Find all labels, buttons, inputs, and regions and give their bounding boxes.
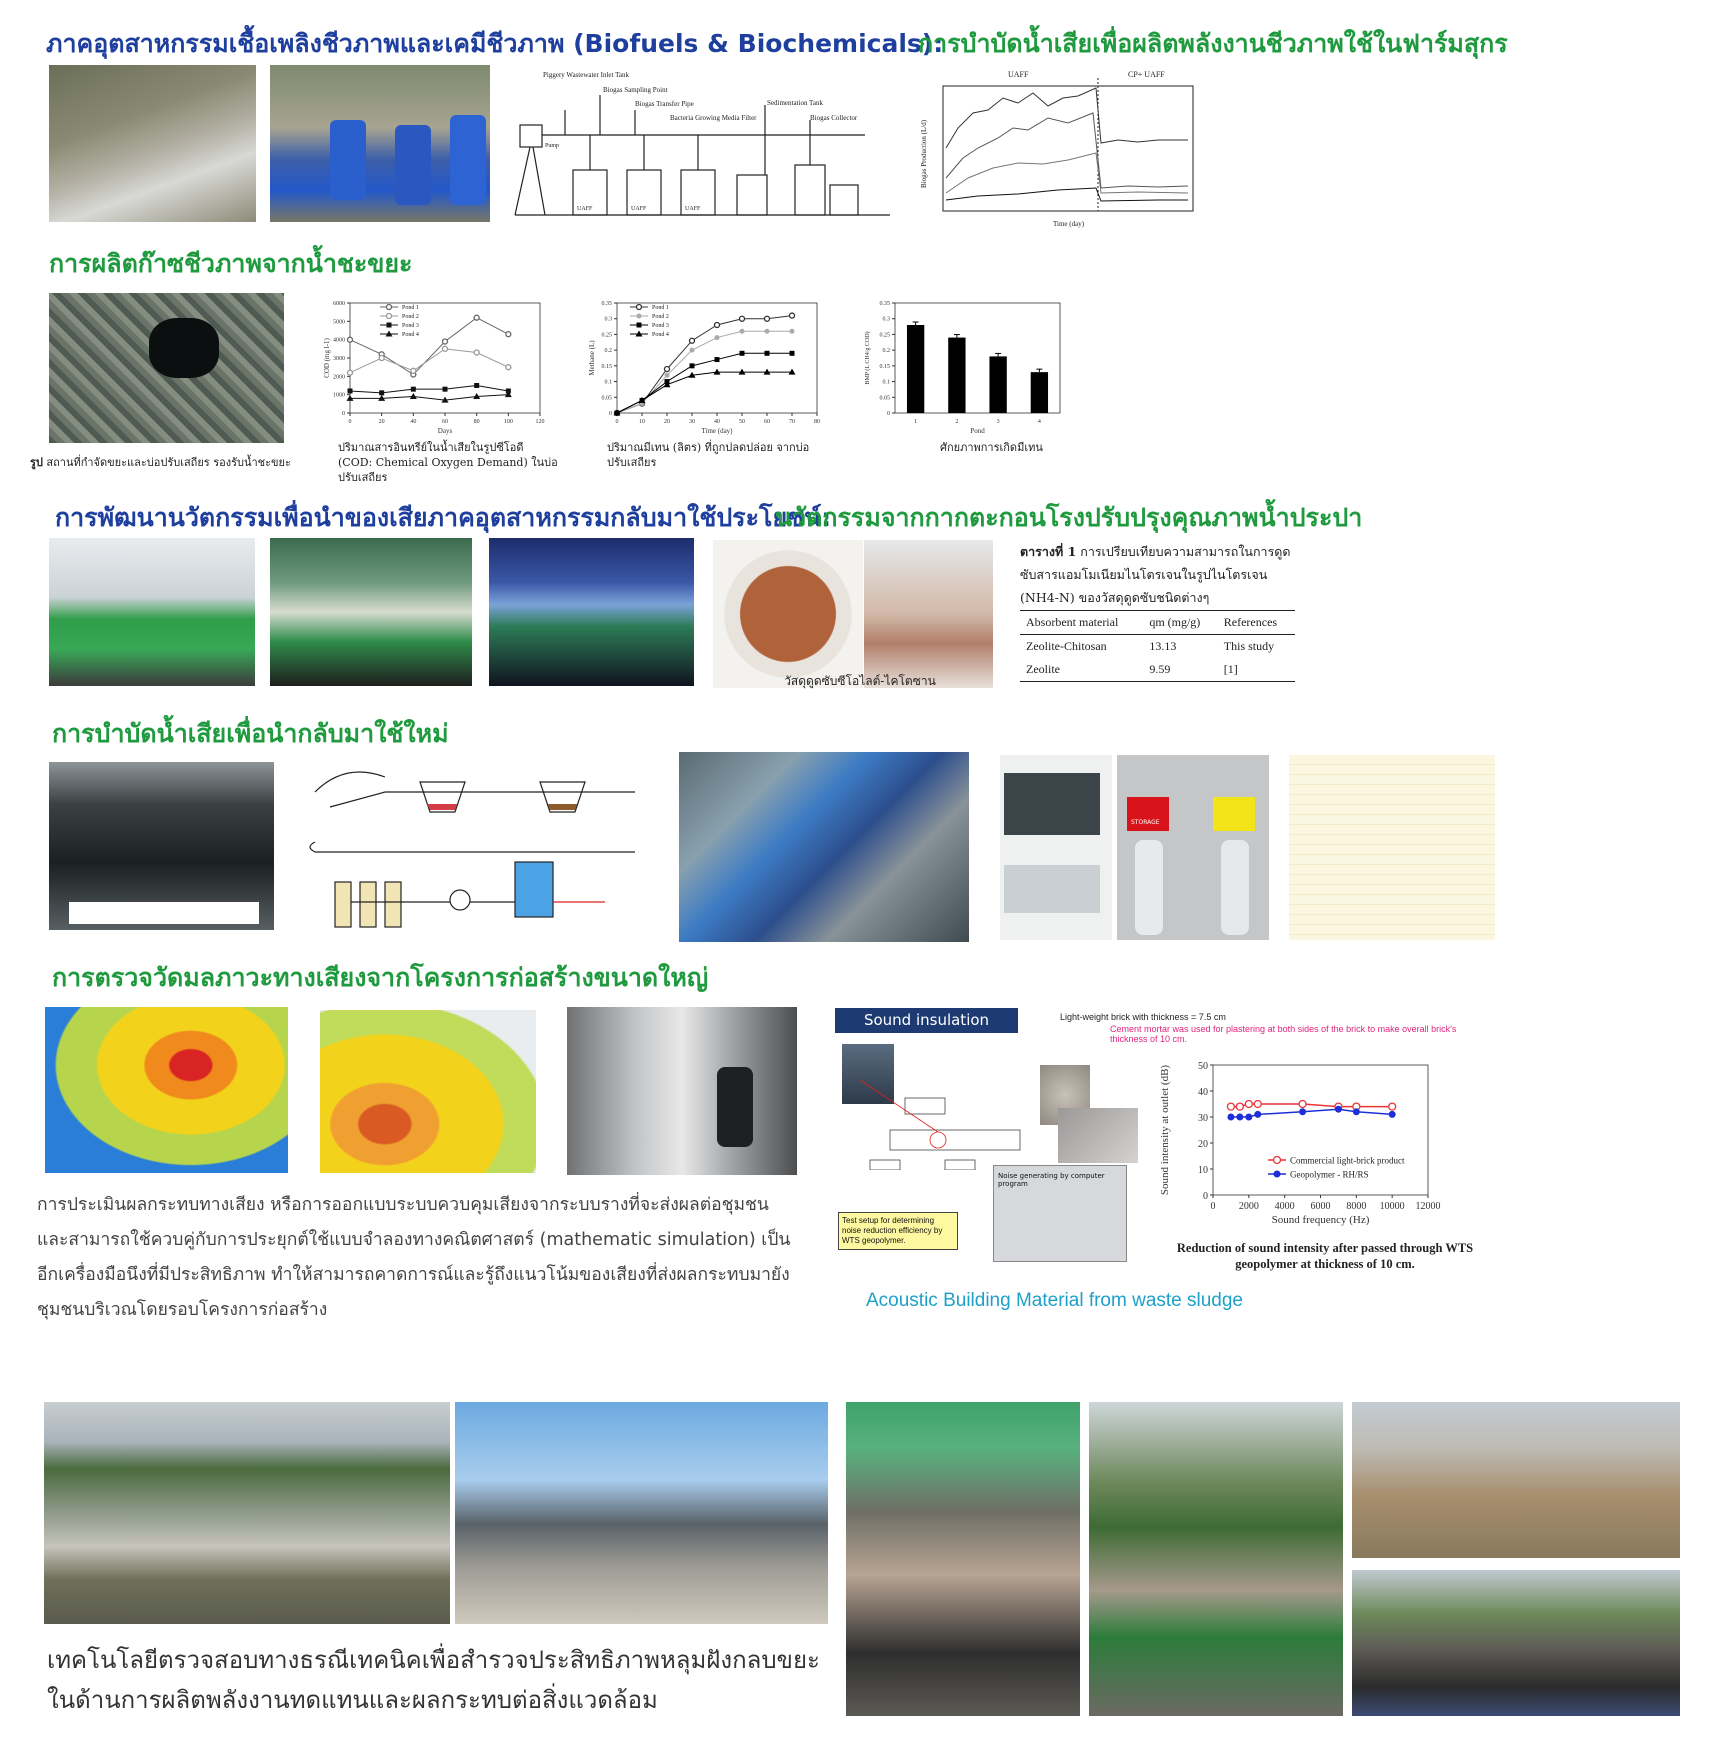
zeolite-caption: วัสดุดูดซับซีโอไลต์-ไคโตซาน (784, 674, 936, 688)
x-axis-label: Time (day) (701, 427, 733, 435)
data-point (1254, 1101, 1261, 1108)
biogas-production-chart (918, 68, 1218, 238)
field-workers-photo (1089, 1402, 1343, 1716)
y-tick-label: 3000 (333, 356, 345, 362)
storage-label: STORAGE (1131, 819, 1160, 826)
section3-subtitle: นวัตกรรมจากกากตะกอนโรงปรับปรุงคุณภาพน้ำประปา (775, 503, 1363, 532)
legend-label: Pond 3 (652, 323, 669, 329)
process-photos-panel (1000, 755, 1112, 940)
data-point (387, 314, 392, 319)
blue-barrel (450, 115, 486, 205)
plot-area (350, 303, 540, 413)
x-axis-label: Days (437, 427, 453, 435)
x-axis-label: Pond (970, 427, 985, 435)
series-line (350, 349, 508, 373)
data-point (1299, 1108, 1306, 1115)
data-point (348, 370, 353, 375)
data-point (665, 367, 670, 372)
data-point (443, 387, 448, 392)
exhibition-photo (270, 538, 472, 686)
mortar-note: Cement mortar was used for plastering at both sides of the brick to make overall brick's thickness of 10 cm. (1110, 1024, 1457, 1044)
x-tick-label: 3 (996, 419, 1000, 425)
yellow-sign (1213, 797, 1255, 831)
y-tick-label: 0.2 (604, 348, 612, 355)
x-tick-label: 10000 (1379, 1201, 1405, 1212)
data-point (1274, 1157, 1281, 1164)
x-tick-label: 4000 (1274, 1201, 1295, 1212)
sound-chart-caption: Reduction of sound intensity after passed through WTS geopolymer at thickness of 10 cm. (1176, 1241, 1474, 1271)
x-tick-label: 6000 (1310, 1201, 1331, 1212)
data-point (506, 332, 511, 337)
zeolite-dish-photo (713, 540, 863, 688)
data-point (714, 369, 721, 375)
chart-header: UAFF (1008, 70, 1029, 79)
zeolite-glass-photo (864, 540, 993, 688)
tank-photo (1004, 773, 1100, 835)
diagram-label: UAFF (631, 206, 647, 212)
legend-label: Pond 4 (402, 332, 419, 338)
data-point (765, 351, 770, 356)
leachate-pond (149, 318, 219, 378)
y-tick-label: 0 (1203, 1191, 1208, 1202)
noise-map-3d (320, 1010, 536, 1173)
series-line (617, 372, 792, 413)
bottle (1135, 840, 1163, 935)
x-tick-label: 70 (789, 419, 795, 425)
data-point (637, 314, 642, 319)
photo-label-box (69, 902, 259, 924)
data-point (348, 337, 353, 342)
blue-barrel (330, 120, 366, 200)
x-tick-label: 60 (442, 419, 448, 425)
water-reuse-flow-diagram (305, 752, 650, 937)
section1-title: ภาคอุตสาหกรรมเชื้อเพลิงชีวภาพและเคมีชีวภาพ (Biofuels & Biochemicals): (46, 29, 944, 58)
diagram-label: UAFF (685, 206, 701, 212)
y-tick-label: 0.15 (601, 363, 612, 370)
diagram-label: Piggery Wastewater Inlet Tank (543, 71, 629, 79)
water-bottles-photo (1117, 755, 1269, 940)
train-interior-photo (567, 1007, 797, 1175)
caption-prefix: รูป (30, 456, 43, 469)
legend-label: Geopolymer - RH/RS (1290, 1169, 1369, 1180)
data-point (1335, 1106, 1342, 1113)
y-tick-label: 0 (609, 411, 612, 417)
data-point (1299, 1101, 1306, 1108)
brick-note: Light-weight brick with thickness = 7.5 cm (1060, 1012, 1226, 1022)
y-tick-label: 0.35 (879, 301, 890, 307)
bar (1031, 372, 1048, 413)
x-tick-label: 1 (914, 419, 918, 425)
bottles-photo (1004, 865, 1100, 913)
data-point (740, 316, 745, 321)
legend-label: Pond 3 (402, 323, 419, 329)
blue-barrel (395, 125, 431, 205)
y-axis-label: Methane (L) (588, 340, 596, 376)
farm-tanks-photo (270, 65, 490, 222)
caption-text: สถานที่กำจัดขยะและบ่อปรับเสถียร รองรับน้ำชะขยะ (46, 456, 291, 469)
y-tick-label: 0.1 (604, 379, 612, 386)
y-tick-label: 4000 (333, 337, 345, 344)
data-point (715, 335, 720, 340)
methane-chart (585, 295, 825, 435)
bar (948, 338, 965, 413)
section5-title: การตรวจวัดมลภาวะทางเสียงจากโครงการก่อสร้างขนาดใหญ่ (52, 963, 709, 992)
sound-intensity-chart (1148, 1040, 1448, 1240)
diagram-label: Biogas Collector (810, 114, 858, 122)
data-point (1227, 1114, 1234, 1121)
cod-chart-caption: ปริมาณสารอินทรีย์ในน้ำเสียในรูปซีโอดี (COD: Chemical Oxygen Demand) ในบ่อปรับเสถียร (338, 441, 558, 484)
bar (907, 325, 924, 413)
legend-label: Commercial light-brick product (1290, 1155, 1405, 1166)
y-tick-label: 0.3 (882, 316, 890, 323)
y-axis-label: COD (mg l-1) (323, 338, 331, 378)
data-point (474, 383, 479, 388)
data-point (506, 365, 511, 370)
farm-canal-photo (49, 65, 256, 222)
diagram-label: Bacteria Growing Media Filter (670, 114, 757, 122)
data-point (443, 346, 448, 351)
data-point (1274, 1171, 1281, 1178)
table-cell: This study (1223, 639, 1275, 653)
data-point (790, 313, 795, 318)
series-line (350, 318, 508, 375)
data-point (1254, 1111, 1261, 1118)
table-header: qm (mg/g) (1143, 611, 1217, 635)
table-cell: Zeolite-Chitosan (1026, 639, 1107, 653)
x-tick-label: 0 (615, 419, 619, 425)
noise-gen-label: Noise generating by computer program (998, 1172, 1105, 1188)
water-quality-table-image (1289, 755, 1495, 940)
x-tick-label: 4 (1037, 419, 1041, 425)
data-point (474, 350, 479, 355)
data-point (1245, 1101, 1252, 1108)
series-line (350, 386, 508, 393)
data-point (790, 329, 795, 334)
x-tick-label: 0 (1210, 1201, 1216, 1212)
table-caption-label: ตารางที่ 1 (1020, 544, 1077, 559)
data-point (789, 369, 796, 375)
methane-chart-caption: ปริมาณมีเทน (ลิตร) ที่ถูกปลดปล่อย จากบ่อปรับเสถียร (607, 441, 810, 469)
software-screenshot (993, 1165, 1127, 1262)
landfill-photo-caption (30, 455, 300, 470)
diagram-label: Pump (545, 143, 560, 149)
y-axis-label: BMP (L CH4/g COD) (865, 331, 871, 385)
data-point (765, 329, 770, 334)
data-point (1227, 1103, 1234, 1110)
sample-closeup-photo (1058, 1108, 1138, 1163)
table-cell: 9.59 (1143, 658, 1217, 682)
test-setup-diagram (860, 1060, 1040, 1170)
data-point (740, 351, 745, 356)
x-tick-label: 8000 (1346, 1201, 1367, 1212)
data-point (764, 369, 771, 375)
data-point (411, 368, 416, 373)
bar (989, 356, 1006, 413)
data-point (765, 316, 770, 321)
section2-title: การผลิตก๊าซชีวภาพจากน้ำชะขยะ (49, 249, 413, 278)
y-tick-label: 0.2 (882, 348, 890, 355)
chart-header: CP+ UAFF (1128, 70, 1165, 79)
y-tick-label: 10 (1198, 1165, 1208, 1176)
x-tick-label: 40 (410, 419, 417, 425)
noise-paragraph: การประเมินผลกระทบทางเสียง หรือการออกแบบระบบควบคุมเสียงจากระบบรางที่จะส่งผลต่อชุมชน และสามารถใช้ควบคู่กับการประยุกต์ใช้แบบจำลองทางคณิตศาสตร์ (mathematic simulation) เป็นอีกเครื่องมือนึงที่มีประสิทธิภาพ ทำให้สามารถคาดการณ์และรู้ถึงแนวโน้มของเสียงที่ส่งผลกระทบมายังชุมชนบริเวณโดยรอบโครงการก่อสร้าง (37, 1195, 791, 1320)
data-point (637, 305, 642, 310)
data-point (379, 356, 384, 361)
y-tick-label: 40 (1198, 1087, 1208, 1098)
x-tick-label: 0 (348, 419, 352, 425)
data-point (1245, 1114, 1252, 1121)
y-tick-label: 50 (1198, 1061, 1208, 1072)
y-tick-label: 0.05 (879, 395, 890, 402)
landfill-slope-photo (1352, 1402, 1680, 1558)
section1-subtitle: การบำบัดน้ำเสียเพื่อผลิตพลังงานชีวภาพใช้ในฟาร์มสุกร (918, 29, 1508, 58)
x-tick-label: 50 (739, 419, 745, 425)
test-setup-label: Test setup for determining noise reduction efficiency by WTS geopolymer. (838, 1212, 958, 1250)
data-point (690, 348, 695, 353)
data-point (715, 323, 720, 328)
sorting-machine-photo (455, 1402, 828, 1624)
legend-label: Pond 1 (652, 305, 669, 311)
series-line (350, 395, 508, 401)
data-point (411, 387, 416, 392)
data-point (790, 351, 795, 356)
x-tick-label: 10 (639, 419, 645, 425)
bmp-chart (860, 295, 1075, 435)
cod-chart (320, 295, 550, 435)
y-tick-label: 0.25 (879, 332, 890, 339)
y-tick-label: 0.3 (604, 316, 612, 323)
section3-title: การพัฒนานวัตกรรมเพื่อนำของเสียภาคอุตสาหกรรมกลับมาใช้ประโยชน์: (55, 503, 832, 532)
data-point (410, 393, 417, 399)
y-tick-label: 30 (1198, 1113, 1208, 1124)
legend-label: Pond 2 (402, 314, 419, 320)
x-tick-label: 80 (473, 419, 480, 425)
legend-label: Pond 4 (652, 332, 669, 338)
data-point (690, 338, 695, 343)
data-point (690, 363, 695, 368)
red-storage-sign (1127, 797, 1169, 831)
diagram-label: Biogas Sampling Point (603, 86, 668, 94)
diagram-label: Sedimentation Tank (767, 99, 823, 107)
data-point (1389, 1103, 1396, 1110)
y-tick-label: 6000 (333, 301, 345, 307)
table-caption-text: การเปรียบเทียบความสามารถในการดูดซับสารแอมโมเนียมไนโตรเจนในรูปไนโตรเจน (NH4-N) ของวัสดุดูดซับชนิดต่างๆ (1020, 544, 1291, 605)
x-tick-label: 20 (378, 419, 385, 425)
table-row (1020, 635, 1295, 659)
y-tick-label: 0.1 (882, 379, 890, 386)
data-point (1236, 1114, 1243, 1121)
x-tick-label: 60 (764, 419, 770, 425)
treatment-tank-photo (49, 762, 274, 930)
data-point (387, 323, 392, 328)
y-tick-label: 0.25 (601, 332, 612, 339)
acoustic-title: Acoustic Building Material from waste sludge (866, 1290, 1244, 1311)
data-point (637, 323, 642, 328)
y-axis-label: Sound intensity at outlet (dB) (1159, 1064, 1171, 1196)
data-point (739, 369, 746, 375)
table-caption (1020, 540, 1300, 609)
data-point (715, 357, 720, 362)
data-point (1236, 1103, 1243, 1110)
y-tick-label: 1000 (333, 392, 345, 399)
table-header: References (1218, 611, 1295, 635)
table-cell: [1] (1218, 658, 1295, 682)
y-tick-label: 2000 (333, 374, 345, 381)
treatment-plant-photos (679, 752, 969, 942)
stage-ceremony-photo (489, 538, 694, 686)
table-cell: Zeolite (1020, 658, 1143, 682)
data-point (665, 373, 670, 378)
landfill-hill-photo (44, 1402, 450, 1624)
x-tick-label: 120 (535, 419, 545, 425)
diagram-label: Biogas Transfer Pipe (635, 100, 694, 108)
data-point (740, 329, 745, 334)
data-point (1389, 1111, 1396, 1118)
data-point (474, 315, 479, 320)
x-tick-label: 100 (503, 419, 513, 425)
geotechnical-paragraph: เทคโนโลยีตรวจสอบทางธรณีเทคนิคเพื่อสำรวจประสิทธิภาพหลุมฝังกลบขยะในด้านการผลิตพลังงานทดแทนและผลกระทบต่อสิ่งแวดล้อม (47, 1646, 820, 1714)
x-tick-label: 20 (664, 419, 670, 425)
table-cell: 13.13 (1149, 639, 1177, 653)
chart-ylabel: Biogas Production (L/d) (920, 119, 928, 188)
landfill-sampling-photo (1352, 1570, 1680, 1716)
data-point (387, 305, 392, 310)
y-tick-label: 0 (342, 411, 345, 417)
diagram-label: UAFF (577, 206, 593, 212)
x-tick-label: 40 (714, 419, 720, 425)
x-tick-label: 12000 (1415, 1201, 1441, 1212)
y-tick-label: 0.15 (879, 363, 890, 370)
biogas-process-diagram (505, 65, 900, 225)
survey-equipment-photo (846, 1402, 1080, 1716)
x-tick-label: 2000 (1238, 1201, 1259, 1212)
data-point (443, 339, 448, 344)
bmp-chart-caption: ศักยภาพการเกิดมีเทน (940, 441, 1043, 454)
x-axis-label: Sound frequency (Hz) (1271, 1214, 1370, 1226)
y-tick-label: 5000 (333, 319, 345, 326)
sound-level-meter (717, 1067, 753, 1147)
y-tick-label: 0 (887, 411, 890, 417)
y-tick-label: 20 (1198, 1139, 1208, 1150)
landfill-aerial-photo (49, 293, 284, 443)
x-tick-label: 2 (955, 419, 959, 425)
award-photo (49, 538, 255, 686)
legend-label: Pond 1 (402, 305, 419, 311)
data-point (348, 389, 353, 394)
sound-insulation-banner: Sound insulation (835, 1008, 1018, 1033)
table-row (1020, 658, 1295, 682)
y-tick-label: 0.05 (601, 395, 612, 402)
bottle (1221, 840, 1249, 935)
data-point (1353, 1108, 1360, 1115)
data-point (379, 390, 384, 395)
chart-xlabel: Time (day) (1053, 220, 1085, 228)
legend-label: Pond 2 (652, 314, 669, 320)
section4-title: การบำบัดน้ำเสียเพื่อนำกลับมาใช้ใหม่ (52, 719, 449, 748)
y-tick-label: 0.35 (601, 301, 612, 307)
x-tick-label: 80 (814, 419, 820, 425)
x-tick-label: 30 (689, 419, 695, 425)
adsorption-table (1020, 610, 1295, 682)
table-header: Absorbent material (1020, 611, 1143, 635)
noise-map-1 (45, 1007, 288, 1173)
